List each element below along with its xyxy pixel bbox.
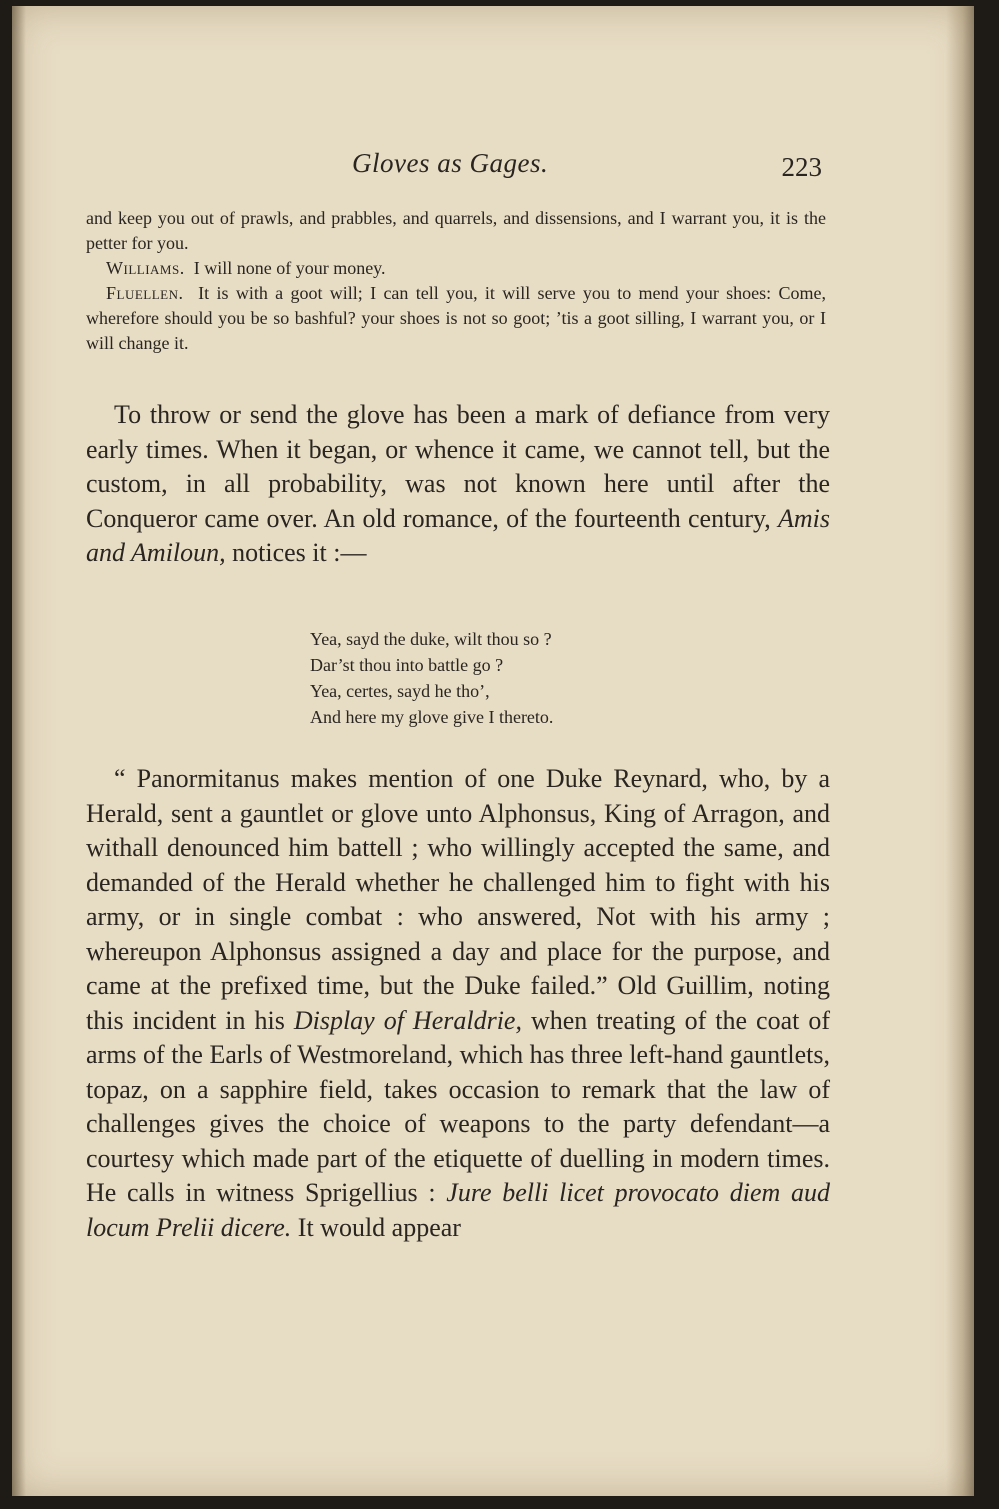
williams-line: I will none of your money. — [193, 258, 386, 278]
paragraph-2-text-2: when treating of the coat of arms of the Earls of Westmoreland, which has three left-hand gauntlets, topaz, on a sapphire field, takes occasion to remark that the law of challenges gives the choice of weapons to the party defendant—a courtesy which made part of the etiquette of duelling in modern times. He calls in witness Sprigellius : — [86, 1005, 831, 1207]
book-page — [12, 6, 974, 1496]
paragraph-2-text-3: It would appear — [291, 1212, 461, 1242]
speaker-fluellen: Fluellen. — [106, 283, 184, 303]
book-title: Display of Heraldrie, — [293, 1005, 522, 1035]
shakespeare-quote — [86, 206, 826, 356]
verse-line: Yea, sayd the duke, wilt thou so ? — [310, 629, 552, 649]
quote-line: and keep you out of prawls, and prabbles, and quarrels, and dissensions, and I warrant you, it is the petter for you. — [86, 208, 826, 253]
paragraph-1-text: To throw or send the glove has been a mark of defiance from very early times. When it began, or whence it came, we cannot tell, but the custom, in all probability, was not known here until after the Conqueror came over. An old romance, of the fourteenth century, — [86, 400, 830, 533]
verse-line: Yea, certes, sayd he tho’, — [310, 681, 490, 701]
gutter-shadow — [12, 6, 26, 1496]
running-header — [352, 148, 822, 188]
paragraph-2-text: “ Panormitanus makes mention of one Duke Reynard, who, by a Herald, sent a gauntlet or glove unto Alphonsus, King of Arragon, and withall denounced him battell ; who willingly accepted the same, and demanded of the Herald whether he challenged him to fight with his army, or in single combat : who answered, Not with his army ; whereupon Alphonsus assigned a day and place for the purpose, and came at the prefixed time, but the Duke failed.” Old Guillim, noting this incident in his — [86, 764, 830, 1035]
speaker-williams: Williams. — [106, 258, 185, 278]
paragraph-1-tail: notices it :— — [225, 538, 367, 567]
page-number: 223 — [781, 152, 822, 182]
page-edge-shadow — [946, 6, 974, 1496]
verse-line: Dar’st thou into battle go ? — [310, 655, 504, 675]
running-title: Gloves as Gages. — [352, 148, 549, 178]
paragraph-1 — [86, 398, 830, 571]
verse-quote — [310, 626, 553, 730]
paragraph-2 — [86, 762, 830, 1245]
fluellen-speech — [86, 281, 826, 356]
williams-speech — [86, 256, 826, 281]
latin-quote: Jure belli licet provocato diem aud locum Prelii dicere. — [86, 1178, 830, 1242]
romance-title: Amis and Amiloun, — [86, 503, 830, 567]
fluellen-line: It is with a goot will; I can tell you, it will serve you to mend your shoes: Come, wherefore should you be so bashful? your shoes is not so goot; ’tis a goot silling, I warrant you, or I will change it. — [86, 283, 826, 353]
verse-line: And here my glove give I thereto. — [310, 707, 554, 727]
